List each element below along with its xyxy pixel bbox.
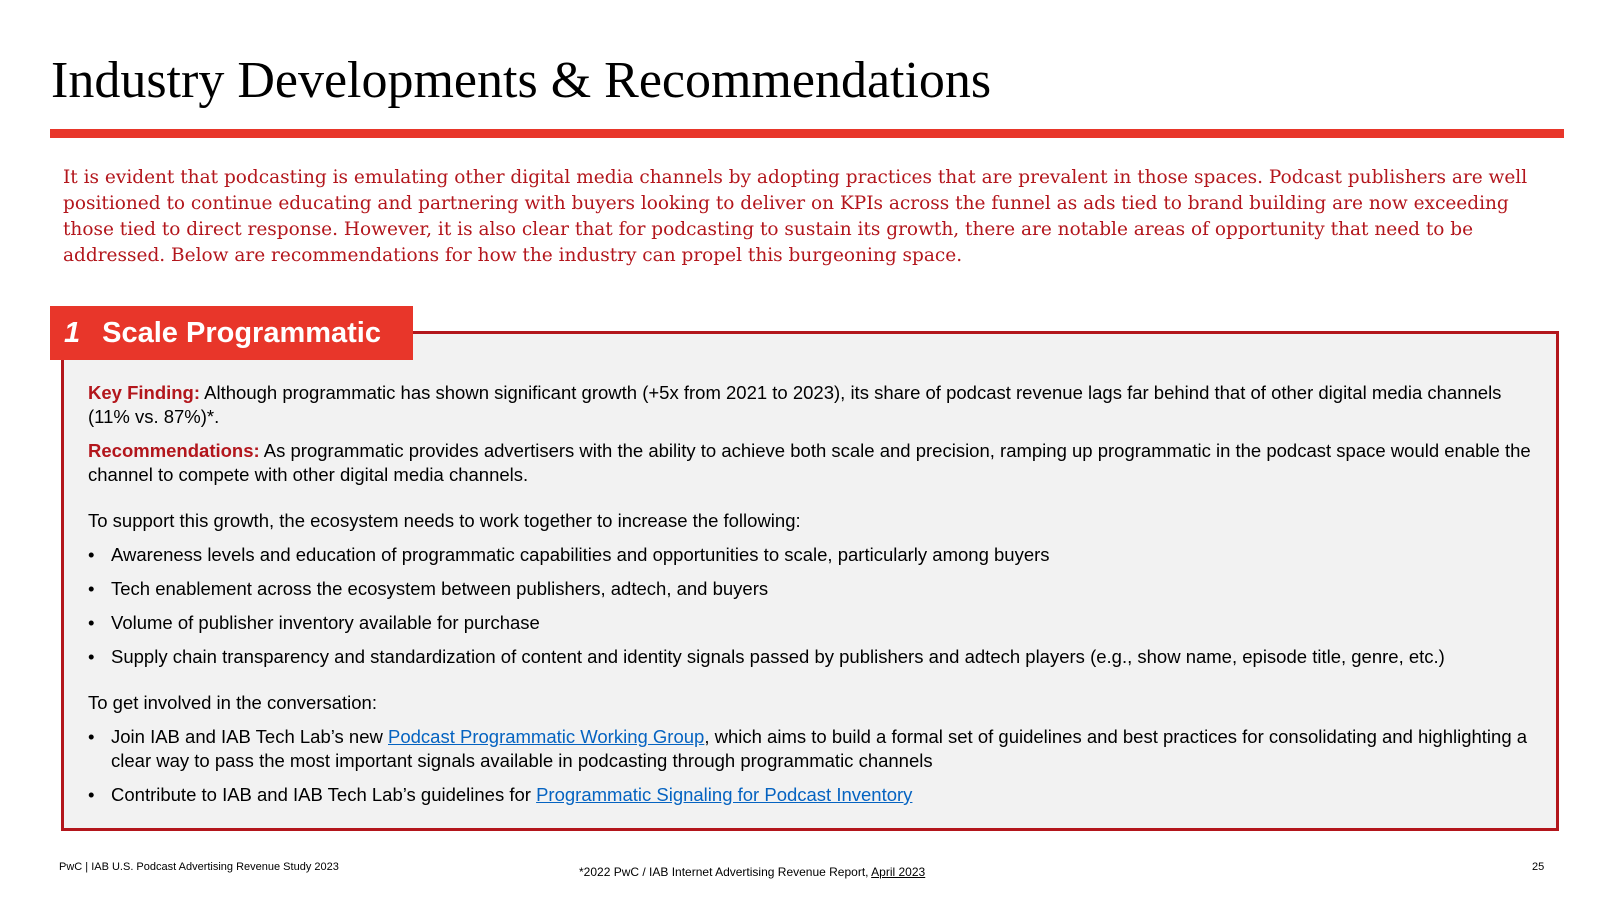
bullet-icon: • [88, 726, 95, 747]
involve-intro: To get involved in the conversation: [88, 692, 377, 713]
key-finding-text: Although programmatic has shown significant growth (+5x from 2021 to 2023), its share of podcast revenue lags far behind that of other digital media channels (11% vs. 87%)*. [88, 382, 1502, 427]
support-list [88, 543, 1543, 669]
bullet-icon: • [88, 578, 95, 599]
key-finding-label: Key Finding: [88, 382, 201, 403]
footer-source: PwC | IAB U.S. Podcast Advertising Revenue Study 2023 [59, 861, 339, 873]
title-divider [50, 129, 1564, 138]
panel-content [88, 381, 1543, 817]
bullet-icon: • [88, 544, 95, 565]
page-title: Industry Developments & Recommendations [51, 52, 992, 109]
support-intro: To support this growth, the ecosystem needs to work together to increase the following: [88, 510, 801, 531]
list-item: • Supply chain transparency and standardization of content and identity signals passed by publishers and adtech players (e.g., show name, episode title, genre, etc.) [88, 646, 1445, 667]
key-finding [88, 381, 1543, 429]
bullet-icon: • [88, 646, 95, 667]
recommendations-label: Recommendations: [88, 440, 260, 461]
section-number: 1 [64, 316, 81, 349]
intro-paragraph: It is evident that podcasting is emulating other digital media channels by adopting practices that are prevalent in those spaces. Podcast publishers are well positioned to continue educating and partnering with buyers looking to deliver on KPIs across the funnel as ads tied to brand building are now exceeding those tied to direct response. However, it is also clear that for podcasting to sustain its growth, there are notable areas of opportunity that need to be addressed. Below are recommendations for how the industry can propel this burgeoning space. [63, 167, 1528, 266]
involve-list [88, 725, 1543, 807]
bullet-icon: • [88, 612, 95, 633]
recommendations [88, 439, 1543, 487]
footnote: *2022 PwC / IAB Internet Advertising Revenue Report, April 2023 [579, 865, 926, 879]
list-item: • Contribute to IAB and IAB Tech Lab’s guidelines for Programmatic Signaling for Podcast Inventory [88, 784, 913, 805]
working-group-link[interactable]: Podcast Programmatic Working Group [388, 726, 705, 747]
list-item: • Awareness levels and education of programmatic capabilities and opportunities to scale, particularly among buyers [88, 544, 1050, 565]
list-item: • Volume of publisher inventory available for purchase [88, 612, 540, 633]
list-item: • Join IAB and IAB Tech Lab’s new Podcast Programmatic Working Group, which aims to build a formal set of guidelines and best practices for consolidating and highlighting a clear way to pass the most important signals available in podcasting through programmatic channels [88, 726, 1528, 771]
recommendation-panel [61, 331, 1559, 831]
recommendations-text: As programmatic provides advertisers with the ability to achieve both scale and precision, ramping up programmatic in the podcast space would enable the channel to compete with other digital media channels. [88, 440, 1531, 485]
page-number: 25 [1532, 861, 1545, 873]
footnote-date-link[interactable]: April 2023 [871, 865, 926, 879]
section-title: Scale Programmatic [102, 316, 381, 349]
section-badge [50, 306, 413, 360]
signaling-guidelines-link[interactable]: Programmatic Signaling for Podcast Inventory [536, 784, 913, 805]
list-item: • Tech enablement across the ecosystem between publishers, adtech, and buyers [88, 578, 769, 599]
bullet-icon: • [88, 784, 95, 805]
